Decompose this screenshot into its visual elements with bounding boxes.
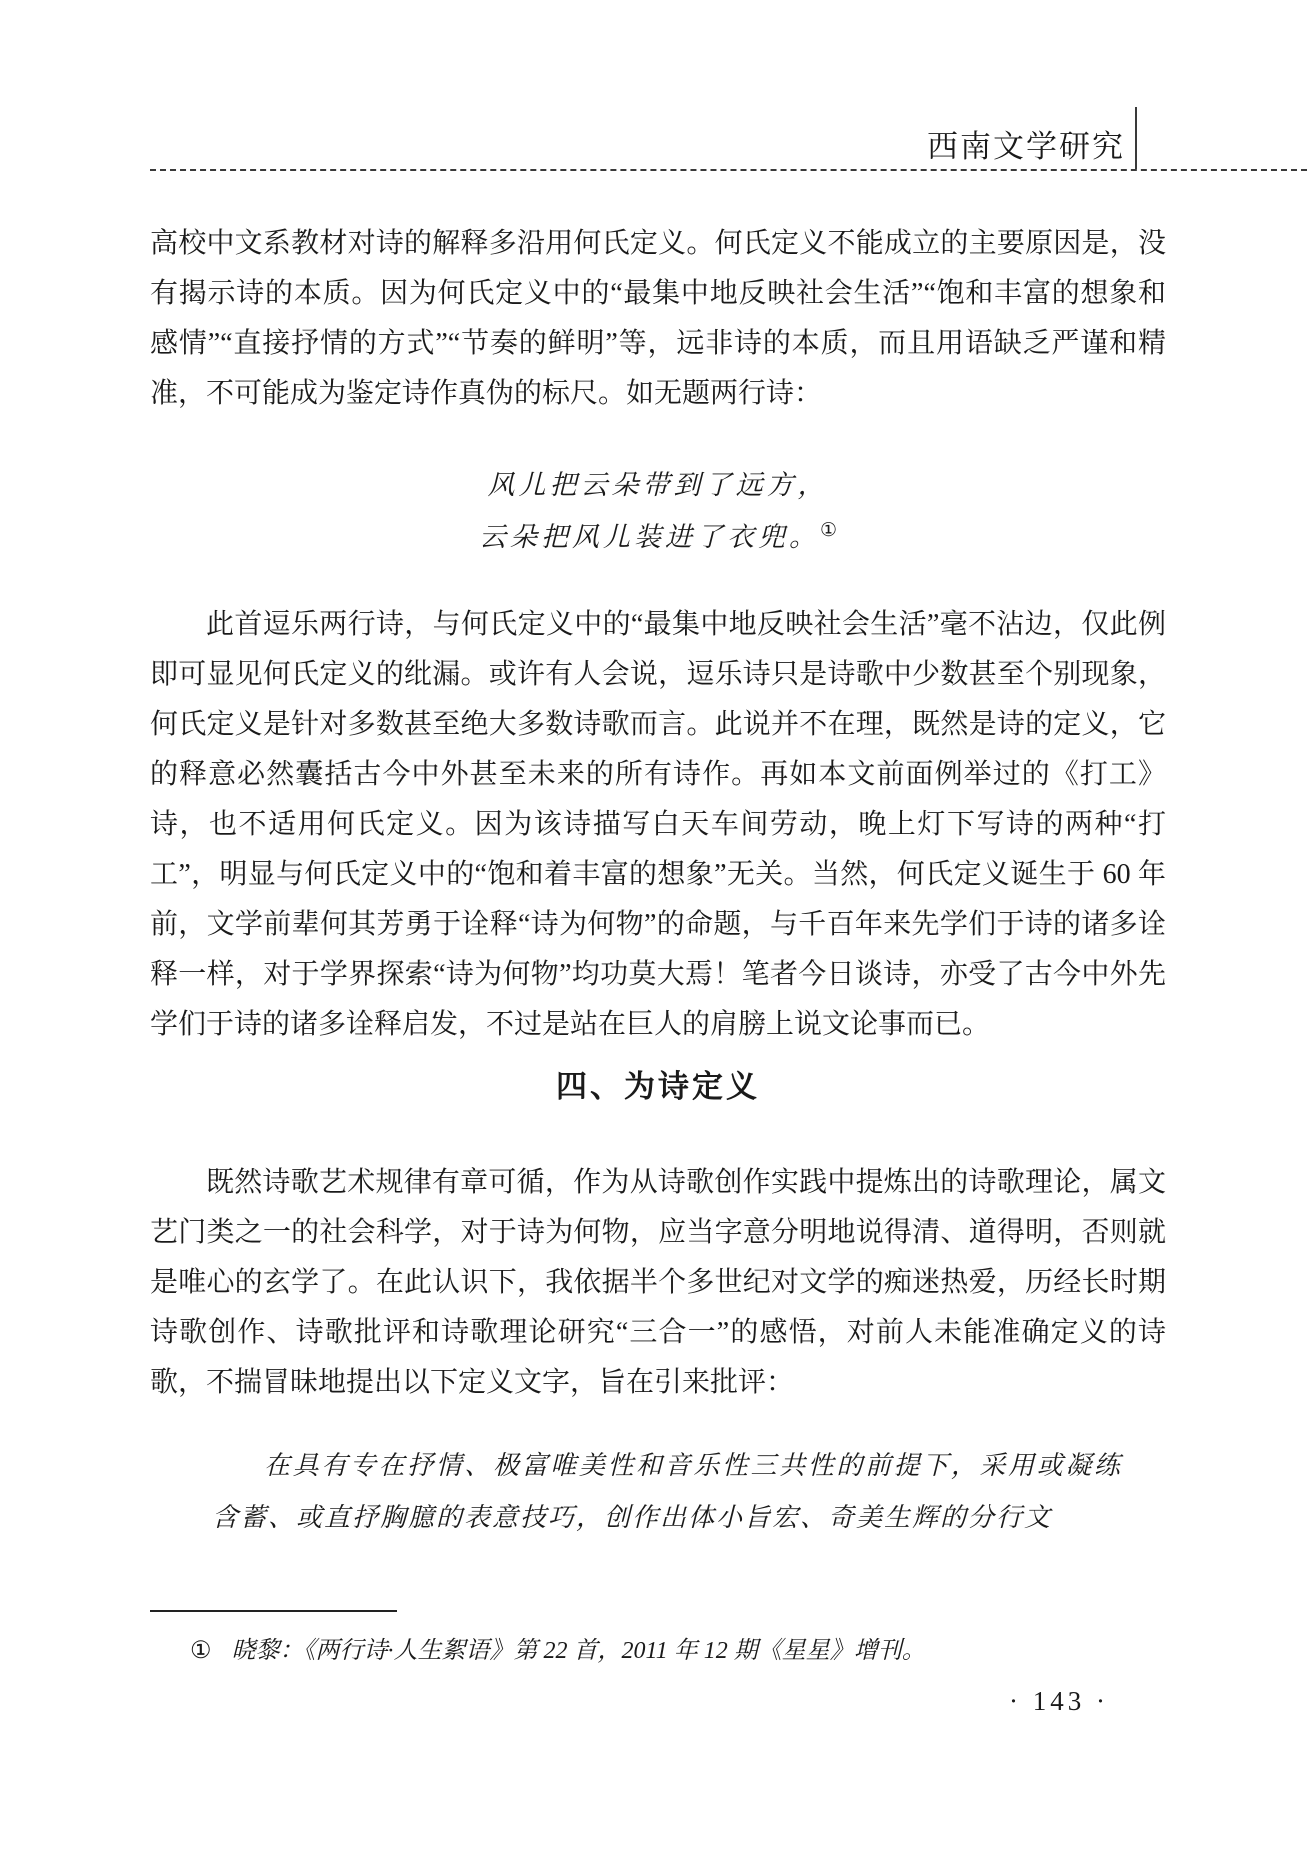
paragraph-definition-intro: 既然诗歌艺术规律有章可循，作为从诗歌创作实践中提炼出的诗歌理论，属文艺门类之一的社会科学，对于诗为何物，应当字意分明地说得清、道得明，否则就是唯心的玄学了。在此认识下，我依据半个多世纪对文学的痴迷热爱，历经长时期诗歌创作、诗歌批评和诗歌理论研究“三合一”的感悟，对前人未能准确定义的诗歌，不揣冒昧地提出以下定义文字，旨在引来批评： xyxy=(150,1167,1166,1398)
definition-quote: 在具有专在抒情、极富唯美性和音乐性三共性的前提下，采用或凝练含蓄、或直抒胸臆的表意技巧，创作出体小旨宏、奇美生辉的分行文 xyxy=(212,1451,1122,1532)
footnote-separator-rule xyxy=(150,1610,397,1612)
page-header xyxy=(150,102,1307,171)
header-divider-bar xyxy=(1135,107,1137,169)
footnote xyxy=(190,1632,1166,1670)
paragraph-lead: 高校中文系教材对诗的解释多沿用何氏定义。何氏定义不能成立的主要原因是，没有揭示诗的本质。因为何氏定义中的“最集中地反映社会生活”“饱和丰富的想象和感情”“直接抒情的方式”“节奏的鲜明”等，远非诗的本质，而且用语缺乏严谨和精准，不可能成为鉴定诗作真伪的标尺。如无题两行诗： xyxy=(150,228,1166,409)
poem-block xyxy=(150,459,1166,563)
section-heading: 四、为诗定义 xyxy=(556,1069,760,1104)
header-title-wrap xyxy=(927,107,1137,169)
footnote-text: 晓黎：《两行诗·人生絮语》第 22 首，2011 年 12 期《星星》增刊。 xyxy=(231,1638,926,1664)
footnote-marker: ① xyxy=(190,1638,212,1664)
poem-line-2 xyxy=(150,511,1166,563)
page-number: · 143 · xyxy=(1009,1686,1109,1716)
footnote-area xyxy=(150,1610,1166,1670)
text-column xyxy=(150,219,1166,1544)
poem-line-1: 风儿把云朵带到了远方， xyxy=(487,470,829,500)
journal-title: 西南文学研究 xyxy=(927,129,1125,164)
poem-line-2-text: 云朵把风儿装进了衣兜。 xyxy=(478,522,820,552)
paragraph-discussion: 此首逗乐两行诗，与何氏定义中的“最集中地反映社会生活”毫不沾边，仅此例即可显见何氏定义的纰漏。或许有人会说，逗乐诗只是诗歌中少数甚至个别现象，何氏定义是针对多数甚至绝大多数诗歌而言。此说并不在理，既然是诗的定义，它的释意必然囊括古今中外甚至未来的所有诗作。再如本文前面例举过的《打工》诗，也不适用何氏定义。因为该诗描写白天车间劳动，晚上灯下写诗的两种“打工”，明显与何氏定义中的“饱和着丰富的想象”无关。当然，何氏定义诞生于 60 年前，文学前辈何其芳勇于诠释“诗为何物”的命题，与千百年来先学们于诗的诸多诠释一样，对于学界探索“诗为何物”均功莫大焉！笔者今日谈诗，亦受了古今中外先学们于诗的诸多诠释启发，不过是站在巨人的肩膀上说文论事而已。 xyxy=(150,609,1166,1040)
footnote-ref-marker: ① xyxy=(819,520,838,541)
